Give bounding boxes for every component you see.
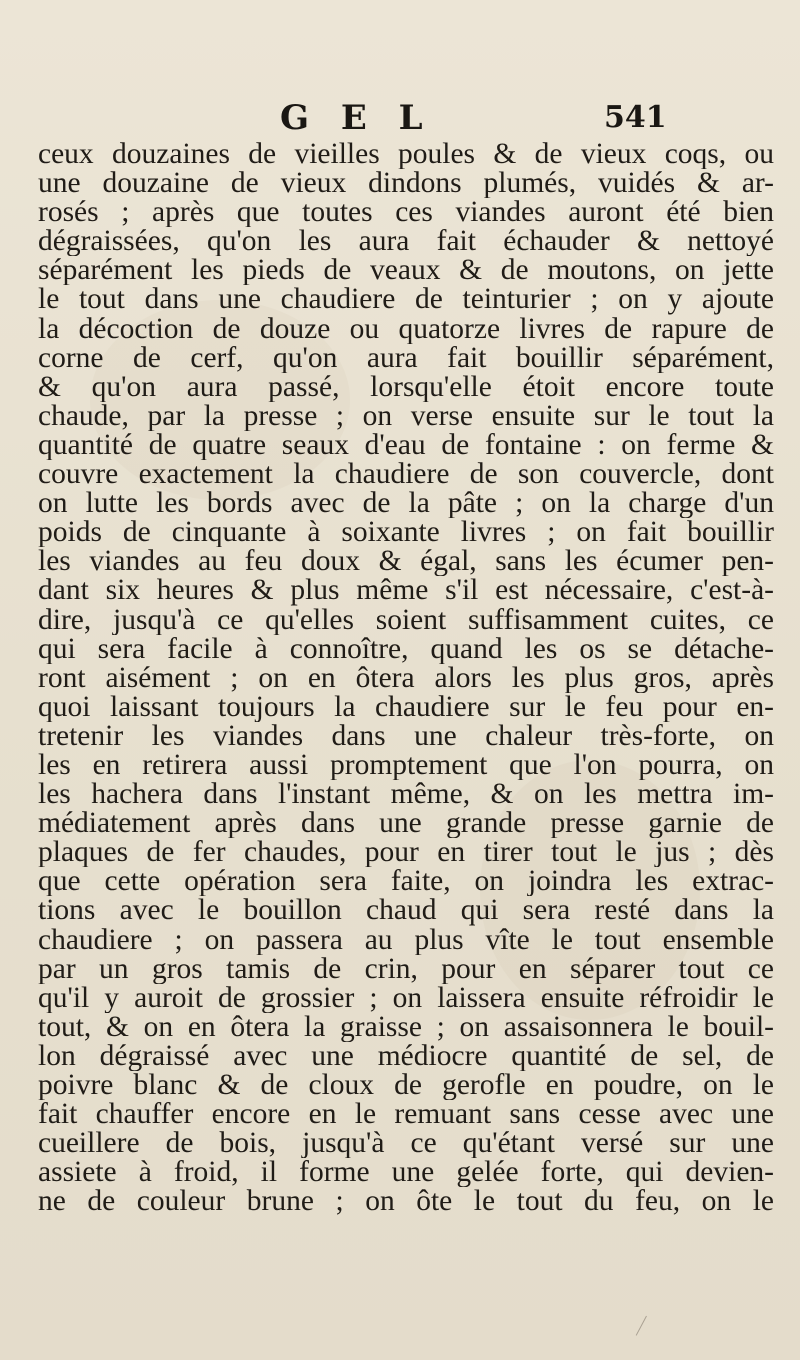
text-line: tretenir les viandes dans une chaleur très-forte, on <box>38 721 774 751</box>
text-line: dire, jusqu'à ce qu'elles soient suffisamment cuites, ce <box>38 605 774 635</box>
text-line: le tout dans une chaudiere de teinturier ; on y ajoute <box>38 285 774 315</box>
text-line: on lutte les bords avec de la pâte ; on la charge d'un <box>38 489 774 519</box>
text-line: poivre blanc & de cloux de gerofle en poudre, on le <box>38 1071 774 1101</box>
text-line: médiatement après dans une grande presse garnie de <box>38 809 774 839</box>
text-line: chaude, par la presse ; on verse ensuite sur le tout la <box>38 401 774 431</box>
page-number: 541 <box>604 100 667 135</box>
text-line: tions avec le bouillon chaud qui sera resté dans la <box>38 896 774 926</box>
text-line: & qu'on aura passé, lorsqu'elle étoit encore toute <box>38 372 774 402</box>
text-line: ceux douzaines de vieilles poules & de vieux coqs, ou <box>38 140 774 170</box>
text-line: les en retirera aussi promptement que l'on pourra, on <box>38 750 774 781</box>
text-line: par un gros tamis de crin, pour en séparer tout ce <box>38 954 774 984</box>
text-line: séparément les pieds de veaux & de moutons, on jette <box>38 256 774 286</box>
text-line: la décoction de douze ou quatorze livres de rapure de <box>38 314 774 344</box>
text-line: qu'il y auroit de grossier ; on laissera ensuite réfroidir le <box>38 983 774 1013</box>
text-line: couvre exactement la chaudiere de son couvercle, dont <box>38 460 774 490</box>
text-line: plaques de fer chaudes, pour en tirer tout le jus ; dès <box>38 838 774 868</box>
text-line: poids de cinquante à soixante livres ; on fait bouillir <box>38 518 774 548</box>
text-line: quoi laissant toujours la chaudiere sur le feu pour en- <box>38 692 774 722</box>
text-line: corne de cerf, qu'on aura fait bouillir séparément, <box>38 343 774 373</box>
text-line: les hachera dans l'instant même, & on les mettra im- <box>38 780 774 810</box>
text-line: quantité de quatre seaux d'eau de fontaine : on ferme & <box>38 430 774 461</box>
text-line: une douzaine de vieux dindons plumés, vuidés & ar- <box>38 169 774 199</box>
text-line: tout, & on en ôtera la graisse ; on assaisonnera le bouil- <box>38 1012 774 1042</box>
text-line: rosés ; après que toutes ces viandes auront été bien <box>38 198 774 228</box>
text-line: ront aisément ; on en ôtera alors les plus gros, après <box>38 663 774 693</box>
running-head: G E L <box>280 98 433 138</box>
text-line: chaudiere ; on passera au plus vîte le tout ensemble <box>38 925 774 955</box>
text-line: cueillere de bois, jusqu'à ce qu'étant versé sur une <box>38 1129 774 1159</box>
pencil-mark <box>636 1316 660 1342</box>
text-line: ne de couleur brune ; on ôte le tout du feu, on le <box>38 1187 774 1217</box>
text-line: fait chauffer encore en le remuant sans cesse avec une <box>38 1100 774 1130</box>
text-line: les viandes au feu doux & égal, sans les écumer pen- <box>38 547 774 577</box>
text-line: dant six heures & plus même s'il est nécessaire, c'est-à- <box>38 576 774 606</box>
text-line: que cette opération sera faite, on joindra les extrac- <box>38 867 774 897</box>
body-text <box>38 140 774 1216</box>
page-header <box>0 98 800 138</box>
text-line: assiete à froid, il forme une gelée forte, qui devien- <box>38 1158 774 1188</box>
text-line: qui sera facile à connoître, quand les os se détache- <box>38 634 774 664</box>
text-line: dégraissées, qu'on les aura fait échauder & nettoyé <box>38 227 774 257</box>
text-line: lon dégraissé avec une médiocre quantité de sel, de <box>38 1041 774 1071</box>
